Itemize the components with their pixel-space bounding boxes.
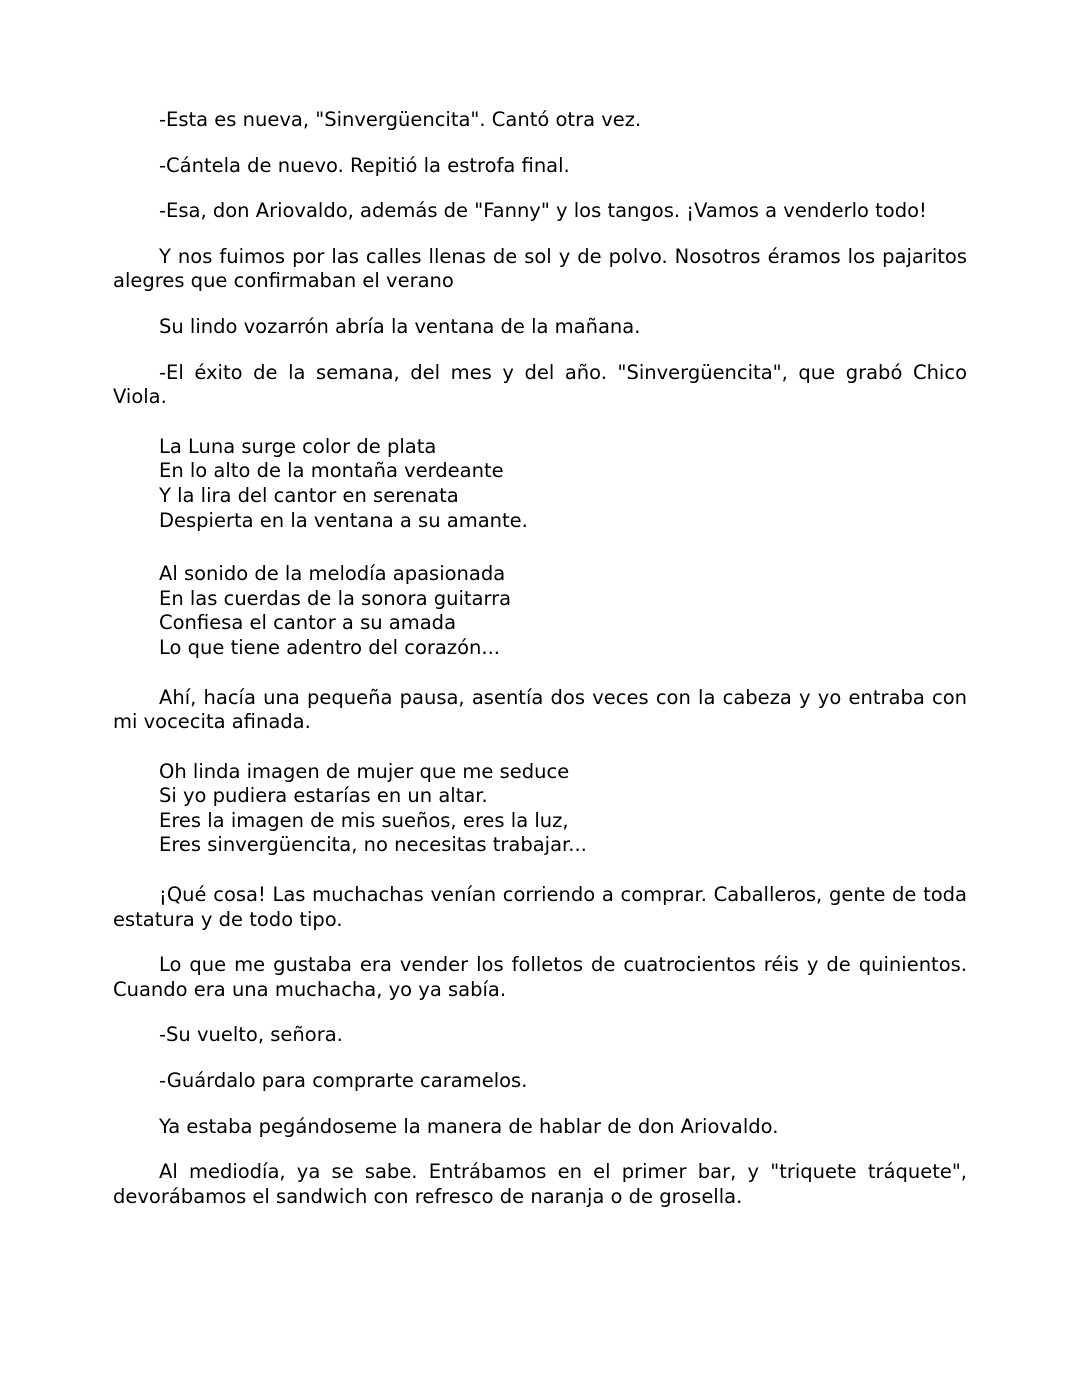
paragraph: -El éxito de la semana, del mes y del año. "Sinvergüencita", que grabó Chico Viola. — [113, 360, 967, 409]
paragraph: Su lindo vozarrón abría la ventana de la mañana. — [159, 314, 641, 338]
paragraph: Y nos fuimos por las calles llenas de sol y de polvo. Nosotros éramos los pajaritos alegres que confirmaban el verano — [113, 244, 967, 293]
verse-line: En las cuerdas de la sonora guitarra — [159, 586, 512, 610]
paragraph: Al mediodía, ya se sabe. Entrábamos en el primer bar, y "triquete tráquete", devorábamos el sandwich con refresco de naranja o de grosella. — [113, 1160, 967, 1208]
paragraph: -Cántela de nuevo. Repitió la estrofa final. — [159, 153, 570, 177]
paragraph: -Su vuelto, señora. — [159, 1023, 343, 1047]
verse-line: Al sonido de la melodía apasionada — [159, 562, 506, 586]
paragraph: Ya estaba pegándoseme la manera de hablar de don Ariovaldo. — [159, 1114, 779, 1138]
paragraph: Lo que me gustaba era vender los folletos de cuatrocientos réis y de quinientos. Cuando era una muchacha, yo ya sabía. — [113, 953, 967, 1001]
paragraph: ¡Qué cosa! Las muchachas venían corriendo a comprar. Caballeros, gente de toda estatura y de todo tipo. — [113, 883, 967, 931]
paragraph: -Esa, don Ariovaldo, además de "Fanny" y los tangos. ¡Vamos a venderlo todo! — [159, 199, 927, 223]
verse-line: Confiesa el cantor a su amada — [159, 611, 457, 635]
verse-line: Lo que tiene adentro del corazón... — [159, 635, 500, 659]
paragraph: Ahí, hacía una pequeña pausa, asentía dos veces con la cabeza y yo entraba con mi vocecita afinada. — [113, 685, 967, 734]
verse-line: Y la lira del cantor en serenata — [159, 483, 459, 507]
verse-line: En lo alto de la montaña verdeante — [159, 459, 504, 483]
verse-line: Si yo pudiera estarías en un altar. — [159, 784, 488, 808]
verse-stanza — [113, 435, 967, 533]
verse-stanza — [113, 562, 967, 660]
verse-stanza — [113, 760, 967, 858]
verse-line: La Luna surge color de plata — [159, 434, 437, 458]
verse-line: Despierta en la ventana a su amante. — [159, 508, 528, 532]
verse-line: Eres sinvergüencita, no necesitas trabajar... — [159, 833, 587, 857]
verse-line: Eres la imagen de mis sueños, eres la luz, — [159, 808, 569, 832]
verse-line: Oh linda imagen de mujer que me seduce — [159, 759, 570, 783]
paragraph: -Guárdalo para comprarte caramelos. — [159, 1069, 528, 1093]
paragraph: -Esta es nueva, "Sinvergüencita". Cantó otra vez. — [159, 108, 642, 131]
